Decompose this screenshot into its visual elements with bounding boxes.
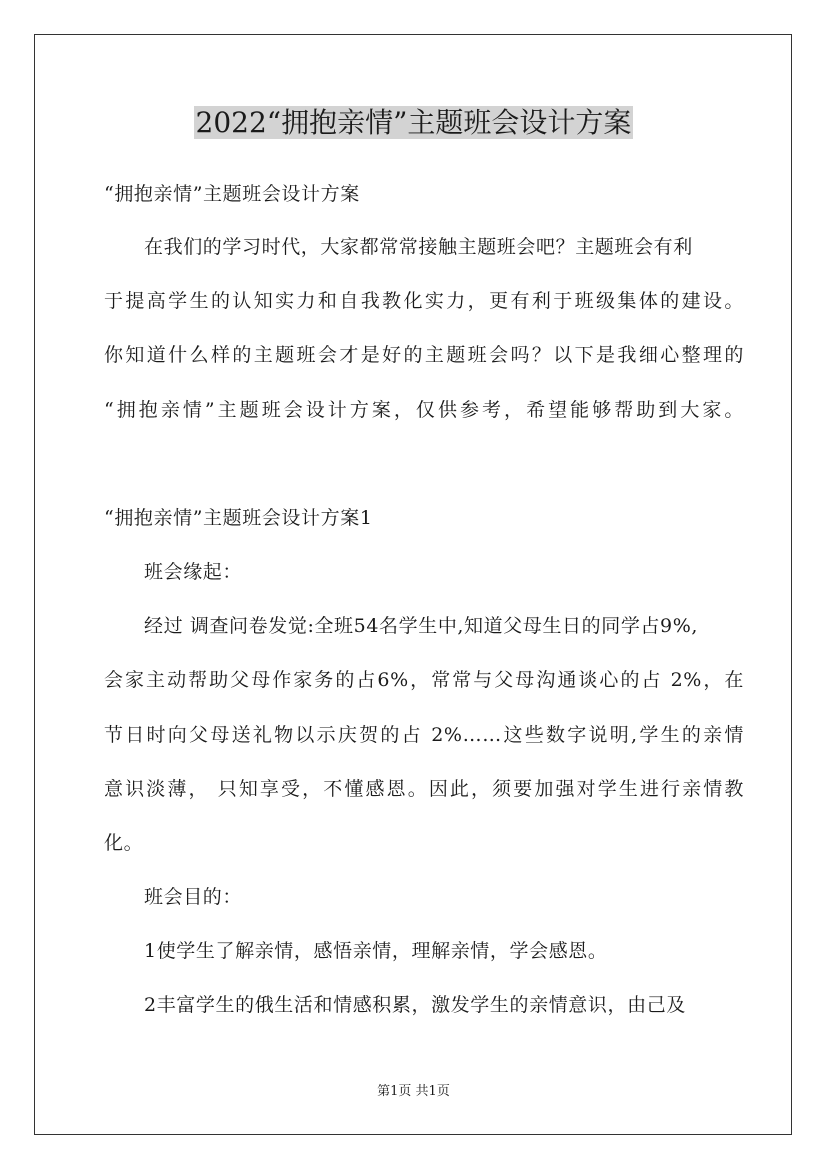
- intro-line-3: 你知道什么样的主题班会才是好的主题班会吗？以下是我细心整理的: [104, 344, 744, 366]
- page-footer: 第1页 共1页: [377, 1084, 450, 1099]
- origin-line-3: 节日时向父母送礼物以示庆贺的占 2%……这些数字说明,学生的亲情: [104, 724, 744, 746]
- intro-line-4: “拥抱亲情”主题班会设计方案，仅供参考，希望能够帮助到大家。: [104, 399, 744, 421]
- origin-line-4: 意识淡薄， 只知享受，不懂感恩。因此，须要加强对学生进行亲情教: [104, 778, 744, 800]
- intro-line-1: 在我们的学习时代，大家都常常接触主题班会吧？主题班会有利: [144, 236, 693, 258]
- section-heading: “拥抱亲情”主题班会设计方案1: [104, 507, 373, 529]
- origin-line-5: 化。: [104, 832, 144, 854]
- origin-label: 班会缘起：: [144, 561, 243, 583]
- purpose-label: 班会目的：: [144, 886, 243, 908]
- document-title: 2022“拥抱亲情”主题班会设计方案: [195, 106, 632, 139]
- origin-line-2: 会家主动帮助父母作家务的占6%，常常与父母沟通谈心的占 2%，在: [104, 669, 744, 691]
- intro-line-2: 于提高学生的认知实力和自我教化实力，更有利于班级集体的建设。: [104, 290, 744, 312]
- purpose-item-1: 1使学生了解亲情，感悟亲情，理解亲情，学会感恩。: [144, 940, 608, 962]
- purpose-item-2: 2丰富学生的俄生活和情感积累，激发学生的亲情意识，由己及: [144, 994, 686, 1016]
- document-subtitle: “拥抱亲情”主题班会设计方案: [104, 183, 360, 205]
- origin-line-1: 经过 调查问卷发觉:全班54名学生中,知道父母生日的同学占9%,: [144, 615, 699, 637]
